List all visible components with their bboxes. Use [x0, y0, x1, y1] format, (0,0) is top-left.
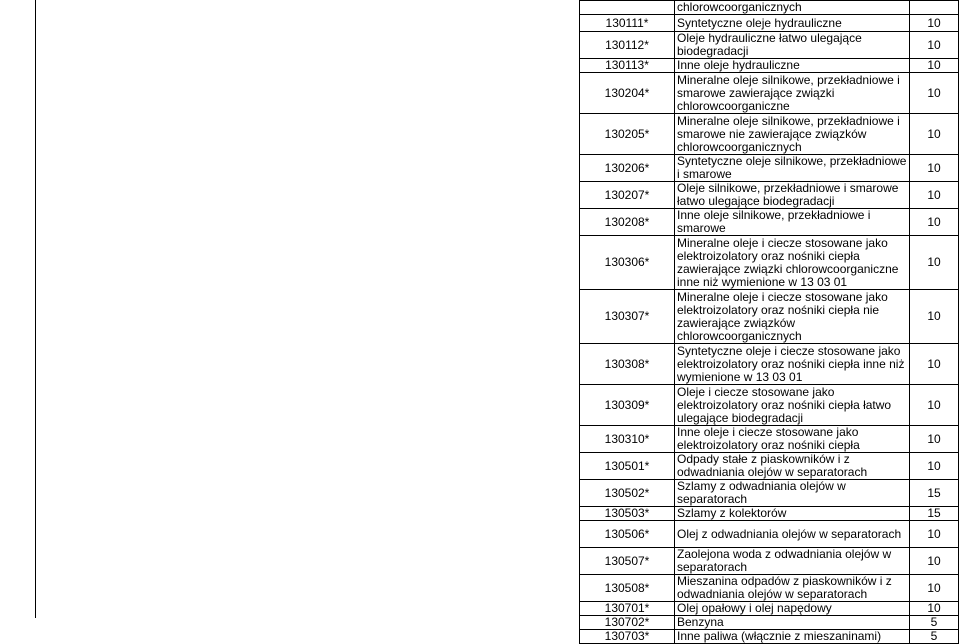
table-row: [580, 32, 959, 59]
cell-desc: Syntetyczne oleje hydrauliczne: [675, 15, 910, 32]
table-row: [580, 114, 959, 155]
cell-val: 10: [910, 32, 959, 59]
cell-code: 130306*: [580, 236, 675, 290]
table-row: [580, 630, 959, 644]
cell-val: 10: [910, 344, 959, 385]
table-row: [580, 59, 959, 73]
table-row: [580, 155, 959, 182]
cell-val: 10: [910, 385, 959, 426]
cell-code: 130702*: [580, 616, 675, 630]
cell-code: 130208*: [580, 209, 675, 236]
cell-val: 10: [910, 236, 959, 290]
cell-code: 130308*: [580, 344, 675, 385]
waste-table-body: [580, 1, 959, 644]
cell-code: 130703*: [580, 630, 675, 644]
table-row: [580, 385, 959, 426]
table-row: [580, 548, 959, 575]
cell-val: 10: [910, 15, 959, 32]
cell-val: 10: [910, 73, 959, 114]
table-row: [580, 15, 959, 32]
cell-val: 5: [910, 616, 959, 630]
cell-val: [910, 1, 959, 15]
cell-desc: Szlamy z kolektorów: [675, 507, 910, 521]
table-row: [580, 209, 959, 236]
cell-code: 130111*: [580, 15, 675, 32]
table-row: [580, 182, 959, 209]
table-row: [580, 521, 959, 548]
cell-desc: Mineralne oleje i ciecze stosowane jako elektroizolatory oraz nośniki ciepła nie zawierające związków chlorowcoorganicznych: [675, 290, 910, 344]
cell-desc: Syntetyczne oleje silnikowe, przekładniowe i smarowe: [675, 155, 910, 182]
cell-code: 130112*: [580, 32, 675, 59]
cell-val: 10: [910, 575, 959, 602]
cell-desc: Oleje silnikowe, przekładniowe i smarowe łatwo ulegające biodegradacji: [675, 182, 910, 209]
cell-code: 130207*: [580, 182, 675, 209]
table-row: [580, 616, 959, 630]
cell-desc: Szlamy z odwadniania olejów w separatorach: [675, 480, 910, 507]
cell-desc: Mineralne oleje silnikowe, przekładniowe i smarowe zawierające związki chlorowcoorganiczne: [675, 73, 910, 114]
cell-code: 130204*: [580, 73, 675, 114]
left-border-line: [35, 0, 36, 618]
table-row: [580, 575, 959, 602]
table-row: [580, 1, 959, 15]
cell-desc: Benzyna: [675, 616, 910, 630]
cell-code: 130501*: [580, 453, 675, 480]
cell-code: 130310*: [580, 426, 675, 453]
cell-desc: Odpady stałe z piaskowników i z odwadniania olejów w separatorach: [675, 453, 910, 480]
cell-desc: Oleje hydrauliczne łatwo ulegające biodegradacji: [675, 32, 910, 59]
cell-code: 130307*: [580, 290, 675, 344]
cell-desc: Inne oleje i ciecze stosowane jako elektroizolatory oraz nośniki ciepła: [675, 426, 910, 453]
cell-val: 10: [910, 453, 959, 480]
table-row: [580, 236, 959, 290]
cell-desc: Zaolejona woda z odwadniania olejów w separatorach: [675, 548, 910, 575]
cell-code: 130503*: [580, 507, 675, 521]
cell-code: 130507*: [580, 548, 675, 575]
table-row: [580, 73, 959, 114]
cell-desc: Syntetyczne oleje i ciecze stosowane jako elektroizolatory oraz nośniki ciepła inne niż wymienione w 13 03 01: [675, 344, 910, 385]
cell-desc: Inne oleje silnikowe, przekładniowe i smarowe: [675, 209, 910, 236]
table-row: [580, 453, 959, 480]
cell-val: 10: [910, 155, 959, 182]
cell-code: 130205*: [580, 114, 675, 155]
table-row: [580, 602, 959, 616]
cell-code: 130309*: [580, 385, 675, 426]
cell-desc: Inne oleje hydrauliczne: [675, 59, 910, 73]
cell-val: 10: [910, 426, 959, 453]
cell-desc: Inne paliwa (włącznie z mieszaninami): [675, 630, 910, 644]
cell-code: [580, 1, 675, 15]
cell-code: 130701*: [580, 602, 675, 616]
cell-desc: chlorowcoorganicznych: [675, 1, 910, 15]
cell-desc: Olej opałowy i olej napędowy: [675, 602, 910, 616]
cell-val: 10: [910, 182, 959, 209]
cell-code: 130506*: [580, 521, 675, 548]
cell-val: 10: [910, 290, 959, 344]
cell-val: 15: [910, 480, 959, 507]
cell-code: 130502*: [580, 480, 675, 507]
cell-code: 130508*: [580, 575, 675, 602]
table-row: [580, 290, 959, 344]
table-row: [580, 426, 959, 453]
cell-val: 5: [910, 630, 959, 644]
cell-desc: Oleje i ciecze stosowane jako elektroizolatory oraz nośniki ciepła łatwo ulegające biodegradacji: [675, 385, 910, 426]
cell-desc: Olej z odwadniania olejów w separatorach: [675, 521, 910, 548]
table-row: [580, 507, 959, 521]
cell-val: 10: [910, 209, 959, 236]
cell-code: 130113*: [580, 59, 675, 73]
cell-val: 10: [910, 114, 959, 155]
waste-table: [579, 0, 959, 644]
cell-val: 10: [910, 521, 959, 548]
cell-desc: Mineralne oleje i ciecze stosowane jako elektroizolatory oraz nośniki ciepła zawierające związki chlorowcoorganiczne inne niż wymienione w 13 03 01: [675, 236, 910, 290]
cell-desc: Mineralne oleje silnikowe, przekładniowe i smarowe nie zawierające związków chlorowcoorganicznych: [675, 114, 910, 155]
cell-desc: Mieszanina odpadów z piaskowników i z odwadniania olejów w separatorach: [675, 575, 910, 602]
cell-val: 10: [910, 602, 959, 616]
cell-code: 130206*: [580, 155, 675, 182]
cell-val: 15: [910, 507, 959, 521]
table-row: [580, 480, 959, 507]
table-row: [580, 344, 959, 385]
cell-val: 10: [910, 548, 959, 575]
cell-val: 10: [910, 59, 959, 73]
